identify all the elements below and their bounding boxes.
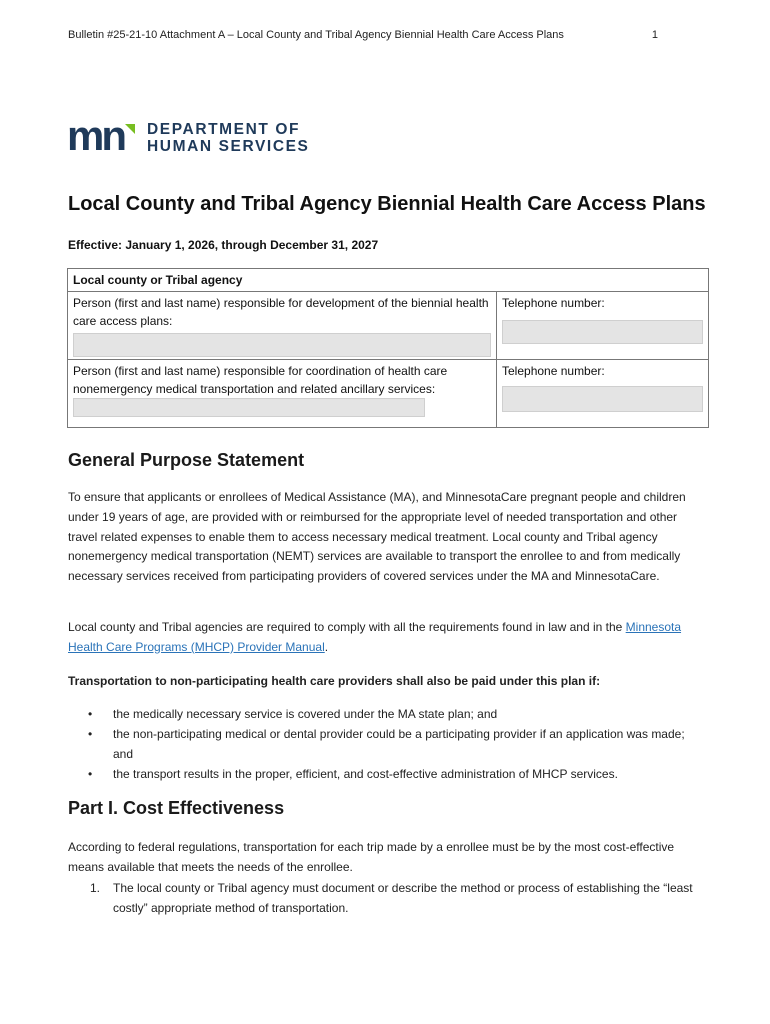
page-title: Local County and Tribal Agency Biennial Health Care Access Plans xyxy=(68,193,706,215)
purpose-heading: General Purpose Statement xyxy=(68,450,305,470)
list-text: The local county or Tribal agency must document or describe the method or process of establishing the “least costly” appropriate method of transportation. xyxy=(113,881,693,915)
nemt-phone-input[interactable] xyxy=(502,386,703,412)
part1-list xyxy=(68,878,698,918)
nemt-phone-cell xyxy=(497,360,709,428)
page-number: 1 xyxy=(651,29,658,41)
page-header xyxy=(68,29,658,41)
part1-heading: Part I. Cost Effectiveness xyxy=(68,798,285,818)
list-item: • the transport results in the proper, efficient, and cost-effective administration of MHCP services. xyxy=(88,764,698,784)
logo-mark-text: mn xyxy=(67,122,124,154)
dev-person-label: Person (first and last name) responsible for development of the biennial health care access plans: xyxy=(73,296,489,328)
dept-name-line1: DEPARTMENT OF xyxy=(147,121,301,138)
dev-person-cell xyxy=(68,292,497,360)
dev-person-input[interactable] xyxy=(73,333,491,357)
conditions-list xyxy=(88,704,698,784)
list-item: • the medically necessary service is covered under the MA state plan; and xyxy=(88,704,698,724)
effective-dates: Effective: January 1, 2026, through December 31, 2027 xyxy=(68,238,379,252)
non-participating-intro: Transportation to non-participating health care providers shall also be paid under this plan if: xyxy=(68,674,601,688)
mn-logo-mark xyxy=(67,122,137,154)
list-item: • the non-participating medical or dental provider could be a participating provider if an application was made; and xyxy=(88,724,698,764)
mhcp-manual-link[interactable]: Minnesota Health Care Programs (MHCP) Provider Manual xyxy=(68,620,682,654)
list-number: 1. xyxy=(90,881,101,895)
purpose-paragraph: To ensure that applicants or enrollees of Medical Assistance (MA), and MinnesotaCare pregnant people and children under 19 years of age, are provided with or reimbursed for the appropriate level of needed transportation and other travel related expenses to enable them to access necessary medical treatment. Local county and Tribal agency nonemergency medical transportation (NEMT) services are available to transport the enrollee to and from medically necessary services received from participating providers of covered services under the MA and MinnesotaCare. xyxy=(68,490,686,584)
dept-name-line2: HUMAN SERVICES xyxy=(147,138,310,155)
nemt-phone-label: Telephone number: xyxy=(502,364,605,378)
dhs-logo xyxy=(67,121,310,155)
agency-label-cell xyxy=(68,269,709,292)
dept-name xyxy=(147,121,310,155)
agency-info-form xyxy=(67,268,709,428)
compliance-text: Local county and Tribal agencies are required to comply with all the requirements found in law and in the xyxy=(68,620,626,634)
compliance-paragraph xyxy=(68,618,690,658)
nemt-person-input[interactable] xyxy=(73,398,425,417)
nemt-person-cell xyxy=(68,360,497,428)
agency-label: Local county or Tribal agency xyxy=(73,273,243,287)
bulletin-header-text: Bulletin #25-21-10 Attachment A – Local County and Tribal Agency Biennial Health Care Access Plans xyxy=(68,29,564,41)
nemt-person-label: Person (first and last name) responsible for coordination of health care nonemergency medical transportation and related ancillary services: xyxy=(73,364,448,396)
compliance-text-end: . xyxy=(324,639,329,654)
part1-paragraph: According to federal regulations, transportation for each trip made by a enrollee must be by the most cost-effective means available that meets the needs of the enrollee. xyxy=(68,840,675,874)
logo-green-accent xyxy=(125,124,135,134)
dev-phone-label: Telephone number: xyxy=(502,296,605,310)
dev-phone-cell xyxy=(497,292,709,360)
list-item xyxy=(68,878,698,918)
dev-phone-input[interactable] xyxy=(502,320,703,344)
